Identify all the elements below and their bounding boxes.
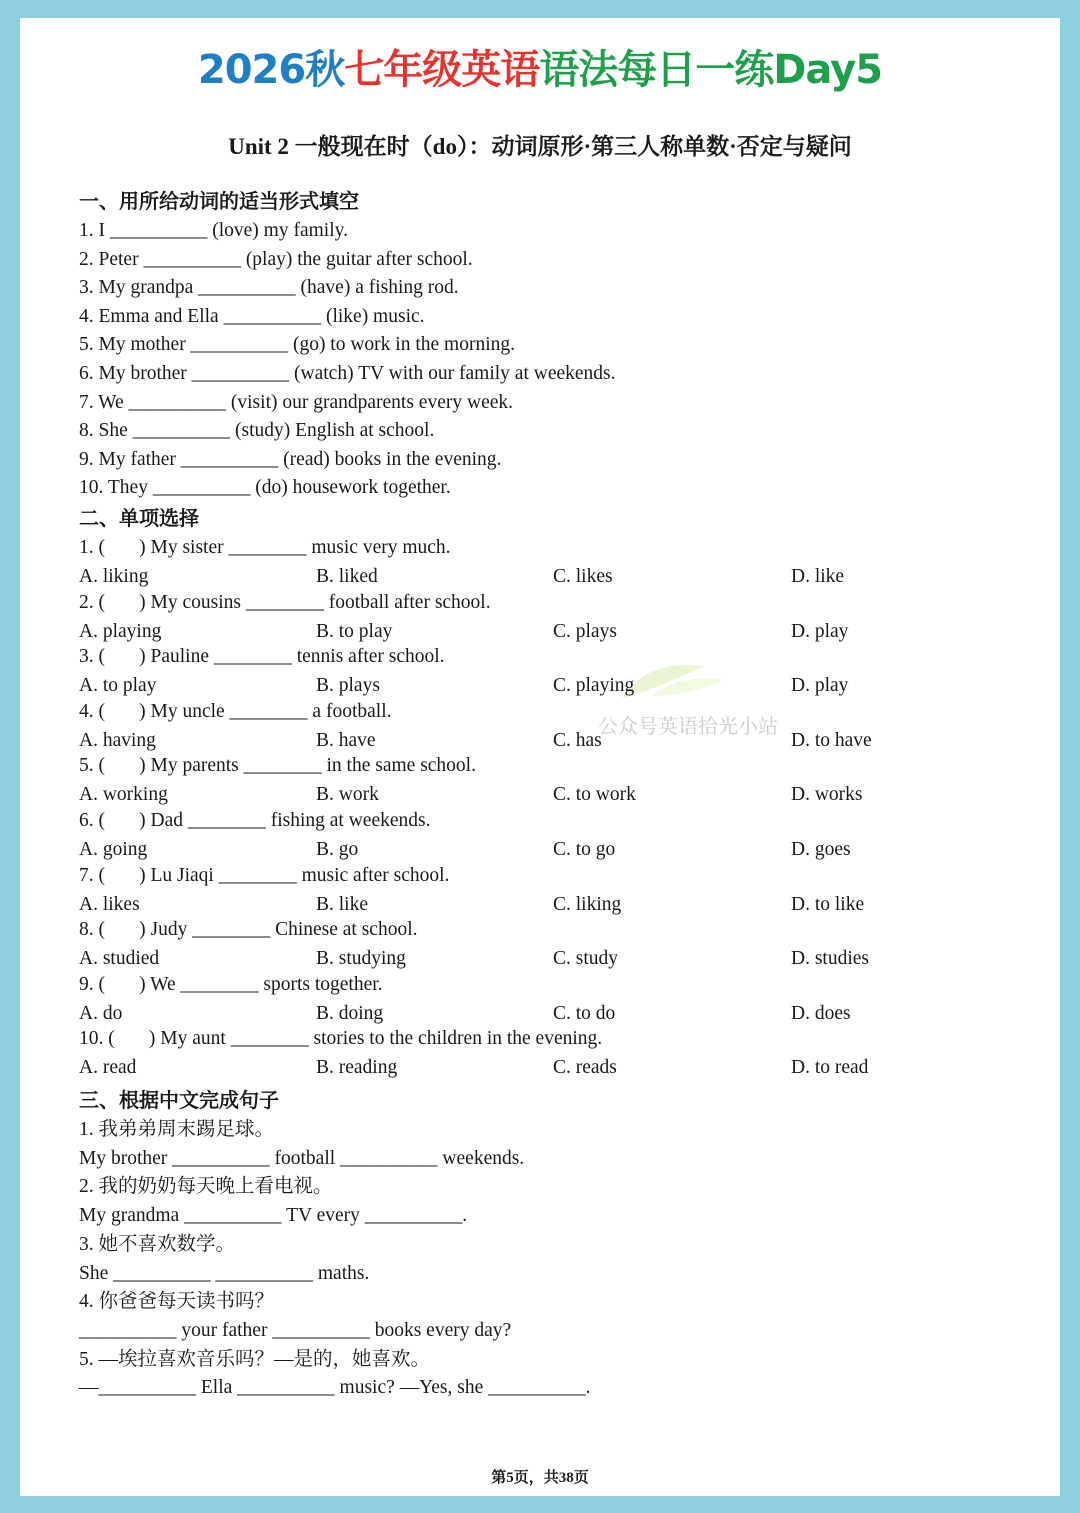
page-footer: 第5页，共38页 xyxy=(491,1470,589,1486)
choice-option: A. working xyxy=(79,784,168,806)
fill-blank-item: 6. My brother __________ (watch) TV with our family at weekends. xyxy=(79,363,616,384)
choice-option: A. having xyxy=(79,729,156,751)
title-part-2: 七年级英语 xyxy=(344,47,540,93)
choice-option: C. has xyxy=(553,729,602,751)
watermark-text: 公众号英语拾光小站 xyxy=(598,714,778,738)
choice-question: 9. ( ) We ________ sports together. xyxy=(79,973,383,995)
choice-option: B. plays xyxy=(316,675,380,697)
fill-blank-item: 9. My father __________ (read) books in the evening. xyxy=(79,448,502,470)
section-3-heading: 三、根据中文完成句子 xyxy=(79,1090,279,1112)
choice-option: A. studied xyxy=(79,948,160,970)
choice-option: D. to like xyxy=(791,893,865,915)
title-part-3: 语法每日一练Day5 xyxy=(539,47,883,93)
section-2-heading: 二、单项选择 xyxy=(79,508,199,530)
choice-option: C. to go xyxy=(553,839,616,860)
choice-option: C. reads xyxy=(553,1057,617,1079)
choice-option: C. plays xyxy=(553,620,617,642)
choice-option: D. goes xyxy=(791,839,851,860)
english-sentence: __________ your father __________ books every day? xyxy=(79,1319,512,1341)
choice-option: B. liked xyxy=(316,566,378,587)
choice-question: 5. ( ) My parents ________ in the same school. xyxy=(79,755,476,777)
page-subtitle: Unit 2 一般现在时（do）：动词原形·第三人称单数·否定与疑问 xyxy=(228,134,852,159)
choice-question: 10. ( ) My aunt ________ stories to the children in the evening. xyxy=(79,1028,603,1050)
title-part-1: 2026秋 xyxy=(197,47,345,93)
choice-option: B. have xyxy=(316,729,376,751)
fill-blank-item: 1. I __________ (love) my family. xyxy=(79,220,348,241)
choice-option: B. reading xyxy=(316,1057,398,1079)
choice-option: A. do xyxy=(79,1002,123,1024)
choice-option: D. to have xyxy=(791,729,872,751)
choice-option: A. going xyxy=(79,839,148,860)
section-1-heading: 一、用所给动词的适当形式填空 xyxy=(79,191,359,213)
choice-option: D. to read xyxy=(791,1057,869,1079)
fill-blank-item: 4. Emma and Ella __________ (like) music. xyxy=(79,305,425,327)
choice-option: B. like xyxy=(316,893,368,915)
choice-option: C. study xyxy=(553,948,619,970)
choice-question: 8. ( ) Judy ________ Chinese at school. xyxy=(79,919,418,941)
choice-option: B. doing xyxy=(316,1002,384,1024)
choice-option: C. liking xyxy=(553,893,622,915)
choice-option: B. go xyxy=(316,839,359,860)
fill-blank-item: 2. Peter __________ (play) the guitar after school. xyxy=(79,248,473,270)
chinese-prompt: 2. 我的奶奶每天晚上看电视。 xyxy=(79,1176,333,1198)
choice-option: D. works xyxy=(791,784,863,806)
choice-option: D. play xyxy=(791,675,849,697)
choice-option: A. playing xyxy=(79,620,162,642)
choice-question: 3. ( ) Pauline ________ tennis after school. xyxy=(79,646,445,668)
english-sentence: My grandma __________ TV every __________. xyxy=(79,1205,468,1227)
choice-question: 6. ( ) Dad ________ fishing at weekends. xyxy=(79,810,431,831)
chinese-prompt: 5. —埃拉喜欢音乐吗？—是的，她喜欢。 xyxy=(79,1348,431,1370)
english-sentence: —__________ Ella __________ music? —Yes, she __________. xyxy=(79,1377,591,1399)
choice-option: C. to work xyxy=(553,784,636,806)
fill-blank-item: 8. She __________ (study) English at school. xyxy=(79,420,435,442)
choice-option: D. studies xyxy=(791,948,869,970)
choice-option: B. work xyxy=(316,784,379,806)
choice-option: B. studying xyxy=(316,948,406,970)
english-sentence: My brother __________ football __________ weekends. xyxy=(79,1147,525,1169)
fill-blank-item: 7. We __________ (visit) our grandparents every week. xyxy=(79,391,513,413)
choice-option: A. likes xyxy=(79,893,140,915)
choice-option: C. playing xyxy=(553,675,635,697)
choice-option: C. likes xyxy=(553,566,613,587)
english-sentence: She __________ __________ maths. xyxy=(79,1262,370,1284)
choice-question: 4. ( ) My uncle ________ a football. xyxy=(79,700,392,722)
worksheet-page xyxy=(20,18,1060,1496)
fill-blank-item: 5. My mother __________ (go) to work in the morning. xyxy=(79,334,515,356)
choice-option: D. like xyxy=(791,566,845,587)
choice-option: C. to do xyxy=(553,1002,616,1024)
choice-option: A. liking xyxy=(79,566,149,587)
fill-blank-item: 10. They __________ (do) housework together. xyxy=(79,477,451,499)
fill-blank-item: 3. My grandpa __________ (have) a fishing rod. xyxy=(79,277,459,299)
choice-option: A. to play xyxy=(79,675,157,697)
choice-question: 7. ( ) Lu Jiaqi ________ music after school. xyxy=(79,864,450,886)
chinese-prompt: 3. 她不喜欢数学。 xyxy=(79,1233,236,1255)
choice-question: 2. ( ) My cousins ________ football after school. xyxy=(79,591,491,613)
choice-question: 1. ( ) My sister ________ music very much. xyxy=(79,537,451,558)
chinese-prompt: 4. 你爸爸每天读书吗？ xyxy=(79,1291,275,1313)
chinese-prompt: 1. 我弟弟周末踢足球。 xyxy=(79,1119,275,1140)
choice-option: B. to play xyxy=(316,620,393,642)
choice-option: A. read xyxy=(79,1057,137,1079)
choice-option: D. play xyxy=(791,620,849,642)
choice-option: D. does xyxy=(791,1002,851,1024)
page-title xyxy=(20,40,1060,100)
